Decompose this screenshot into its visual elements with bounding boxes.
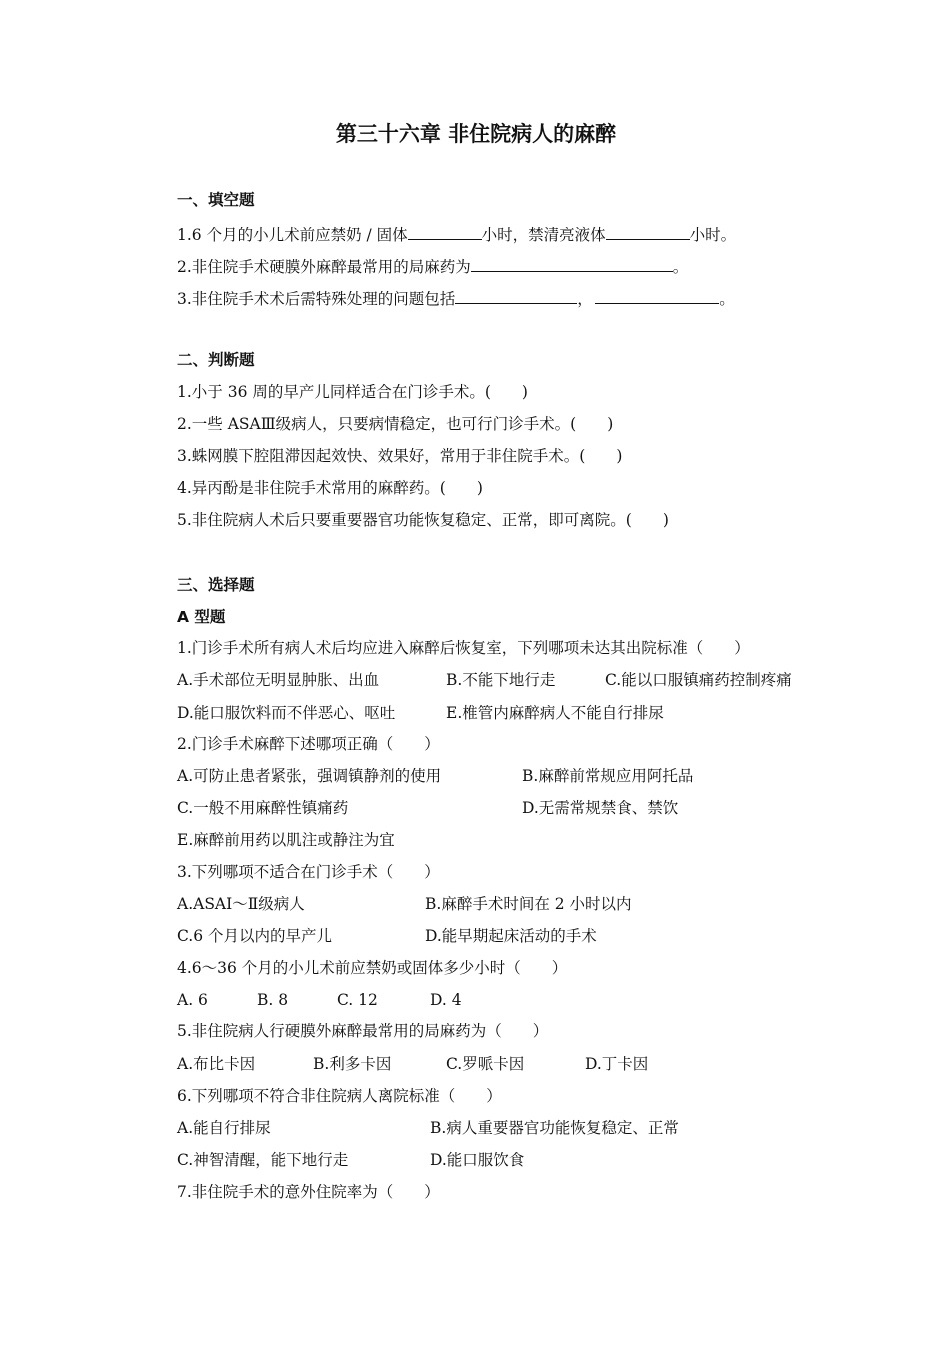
answer-blank[interactable] xyxy=(606,223,690,240)
fill-question-3 xyxy=(177,287,735,309)
option-e: E.麻醉前用药以肌注或静注为宜 xyxy=(177,831,395,849)
true-false-item-1: 1.小于 36 周的早产儿同样适合在门诊手术。( ) xyxy=(177,383,528,401)
option-c: C. 12 xyxy=(337,991,378,1009)
question-text: 2.非住院手术硬膜外麻醉最常用的局麻药为 xyxy=(177,258,471,276)
page-title: 第三十六章 非住院病人的麻醉 xyxy=(335,122,617,146)
choice-question-2: 2.门诊手术麻醉下述哪项正确（ ） xyxy=(177,735,440,753)
option-b: B.利多卡因 xyxy=(313,1055,392,1073)
option-b: B.麻醉前常规应用阿托品 xyxy=(522,767,694,785)
fill-question-1 xyxy=(177,223,736,245)
option-d: D.能口服饮料而不伴恶心、呕吐 xyxy=(177,704,396,722)
answer-blank[interactable] xyxy=(455,287,577,304)
question-text: 小时。 xyxy=(689,226,737,244)
question-text: 1.6 个月的小儿术前应禁奶 / 固体 xyxy=(177,226,408,244)
option-d: D.能口服饮食 xyxy=(430,1151,525,1169)
option-c: C.神智清醒，能下地行走 xyxy=(177,1151,349,1169)
answer-blank[interactable] xyxy=(471,255,673,272)
option-a: A.可防止患者紧张，强调镇静剂的使用 xyxy=(177,767,442,785)
true-false-item-3: 3.蛛网膜下腔阻滞因起效快、效果好，常用于非住院手术。( ) xyxy=(177,447,623,465)
option-c: C.能以口服镇痛药控制疼痛 xyxy=(605,671,792,689)
true-false-item-4: 4.异丙酚是非住院手术常用的麻醉药。( ) xyxy=(177,479,483,497)
option-d: D. 4 xyxy=(430,991,462,1009)
choice-question-1: 1.门诊手术所有病人术后均应进入麻醉后恢复室，下列哪项未达其出院标准（ ） xyxy=(177,639,750,657)
question-text: 3.非住院手术术后需特殊处理的问题包括 xyxy=(177,290,456,308)
option-c: C.6 个月以内的早产儿 xyxy=(177,927,333,945)
subheading-type-a: A 型题 xyxy=(177,608,226,626)
question-text: ， xyxy=(577,290,593,308)
question-text: 。 xyxy=(672,258,689,276)
fill-question-2 xyxy=(177,255,688,277)
choice-question-4: 4.6～36 个月的小儿术前应禁奶或固体多少小时（ ） xyxy=(177,959,568,977)
section-heading-multiple-choice: 三、选择题 xyxy=(177,576,255,594)
option-a: A.ASAⅠ～Ⅱ级病人 xyxy=(177,895,305,913)
option-a: A.能自行排尿 xyxy=(177,1119,271,1137)
choice-question-7: 7.非住院手术的意外住院率为（ ） xyxy=(177,1183,440,1201)
answer-blank[interactable] xyxy=(408,223,482,240)
option-b: B.病人重要器官功能恢复稳定、正常 xyxy=(430,1119,679,1137)
choice-question-6: 6.下列哪项不符合非住院病人离院标准（ ） xyxy=(177,1087,502,1105)
true-false-item-2: 2.一些 ASAⅢ级病人，只要病情稳定，也可行门诊手术。( ) xyxy=(177,415,614,433)
option-d: D.无需常规禁食、禁饮 xyxy=(522,799,679,817)
option-e: E.椎管内麻醉病人不能自行排尿 xyxy=(446,704,664,722)
option-d: D.丁卡因 xyxy=(585,1055,649,1073)
true-false-item-5: 5.非住院病人术后只要重要器官功能恢复稳定、正常，即可离院。( ) xyxy=(177,511,669,529)
option-a: A. 6 xyxy=(177,991,208,1009)
section-heading-fill-in: 一、填空题 xyxy=(177,191,255,209)
section-heading-true-false: 二、判断题 xyxy=(177,351,255,369)
choice-question-3: 3.下列哪项不适合在门诊手术（ ） xyxy=(177,863,440,881)
option-c: C.一般不用麻醉性镇痛药 xyxy=(177,799,349,817)
option-a: A.布比卡因 xyxy=(177,1055,256,1073)
option-b: B.不能下地行走 xyxy=(446,671,556,689)
option-c: C.罗哌卡因 xyxy=(446,1055,525,1073)
option-d: D.能早期起床活动的手术 xyxy=(425,927,597,945)
answer-blank[interactable] xyxy=(595,287,719,304)
choice-question-5: 5.非住院病人行硬膜外麻醉最常用的局麻药为（ ） xyxy=(177,1022,549,1040)
option-b: B.麻醉手术时间在 2 小时以内 xyxy=(425,895,632,913)
question-text: 小时，禁清亮液体 xyxy=(481,226,606,244)
question-text: 。 xyxy=(719,290,735,308)
option-b: B. 8 xyxy=(257,991,289,1009)
option-a: A.手术部位无明显肿胀、出血 xyxy=(177,671,380,689)
